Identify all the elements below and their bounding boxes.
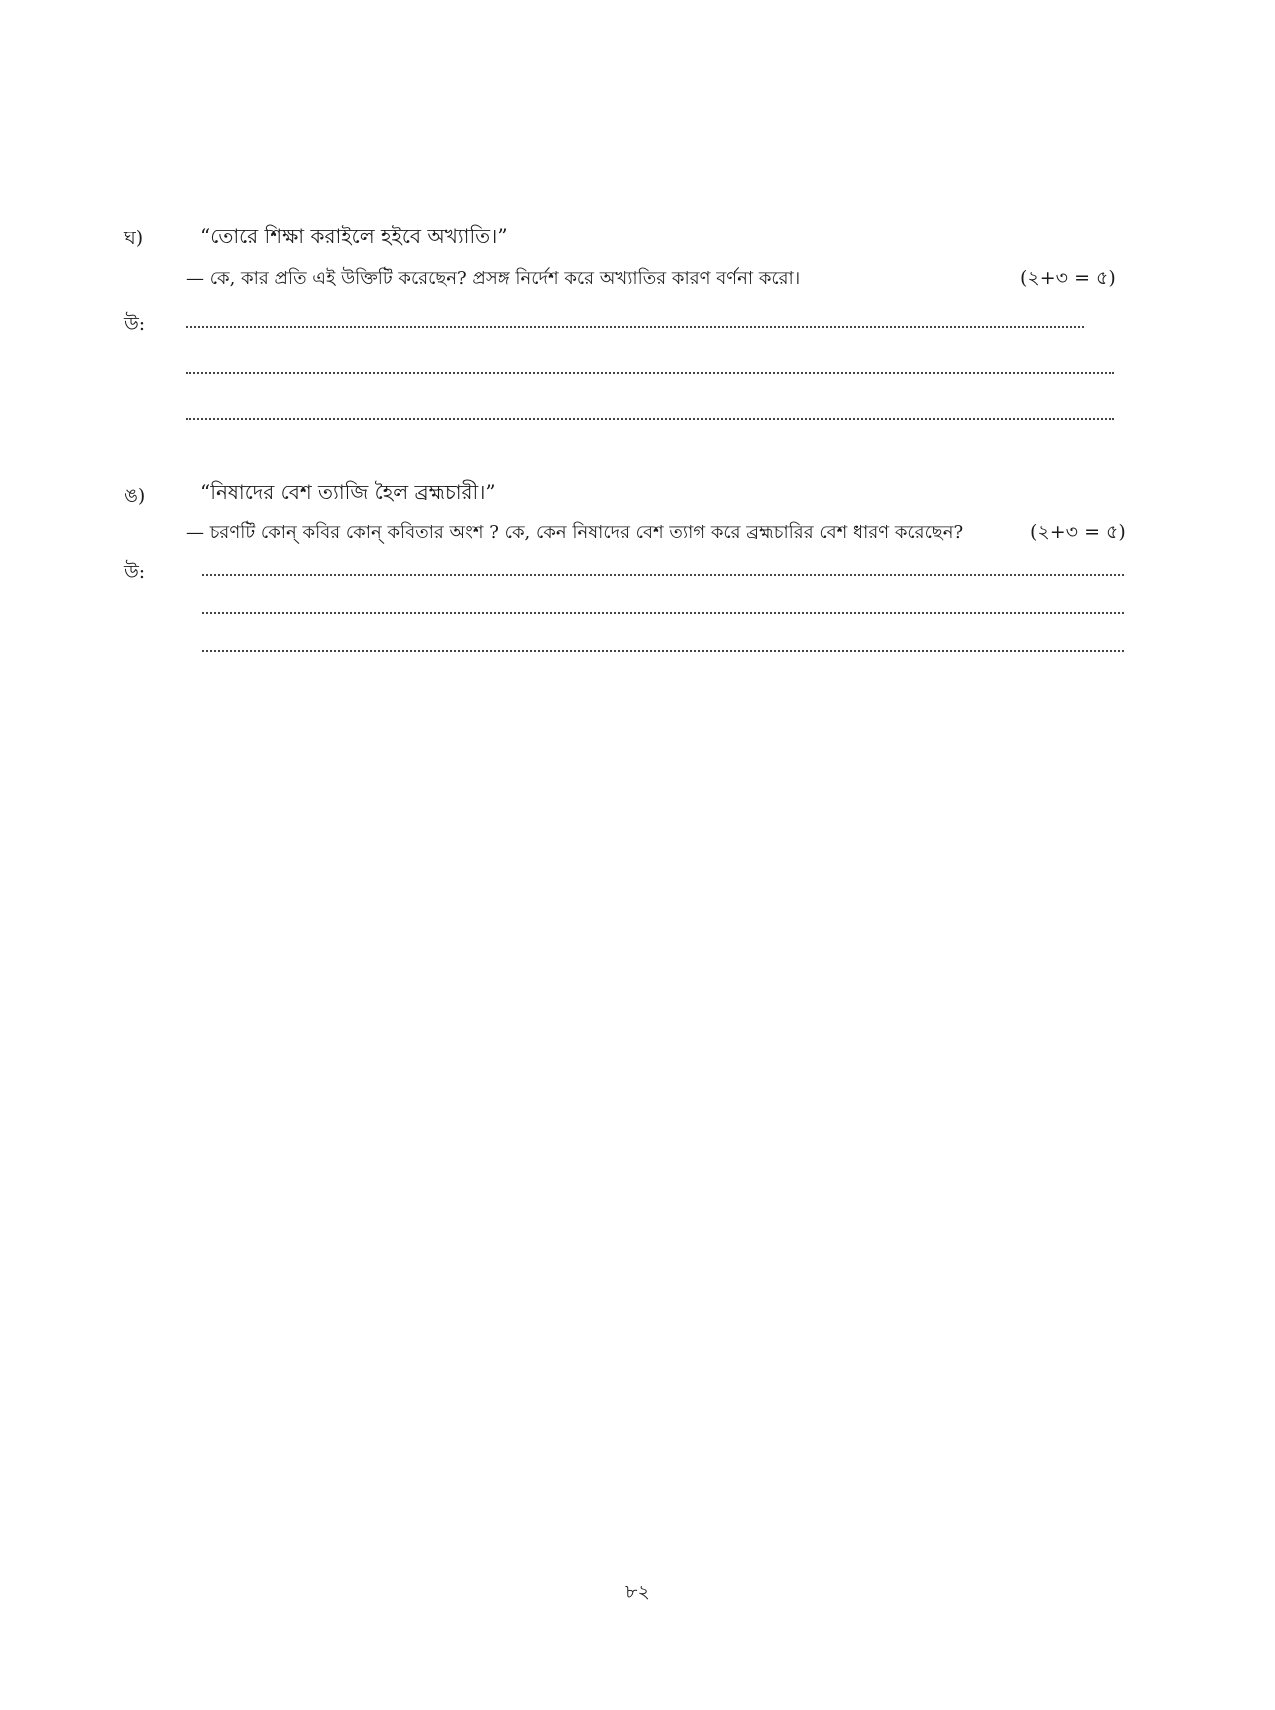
question-quote: “নিষাদের বেশ ত্যাজি হৈল ব্রহ্মচারী।” — [200, 480, 496, 504]
question-marks: (২+৩ = ৫) — [1020, 267, 1116, 289]
question-label: ঙ) — [124, 485, 146, 507]
answer-line[interactable] — [202, 650, 1124, 652]
answer-line[interactable] — [202, 574, 1124, 576]
answer-line[interactable] — [202, 612, 1124, 614]
question-quote: “তোরে শিক্ষা করাইলে হইবে অখ্যাতি।” — [200, 224, 508, 248]
question-marks: (২+৩ = ৫) — [1030, 521, 1126, 543]
answer-label: উ: — [124, 313, 146, 335]
question-label: ঘ) — [124, 227, 144, 249]
page-number: ৮২ — [625, 1581, 650, 1603]
answer-line[interactable] — [186, 418, 1114, 420]
question-prompt: — কে, কার প্রতি এই উক্তিটি করেছেন? প্রসঙ্গ নির্দেশ করে অখ্যাতির কারণ বর্ণনা করো। — [186, 268, 801, 289]
answer-line[interactable] — [186, 326, 1084, 328]
answer-line[interactable] — [186, 372, 1114, 374]
answer-label: উ: — [124, 561, 146, 583]
question-prompt: — চরণটি কোন্ কবির কোন্ কবিতার অংশ ? কে, কেন নিষাদের বেশ ত্যাগ করে ব্রহ্মচারির বেশ ধারণ করেছেন? — [186, 522, 964, 543]
